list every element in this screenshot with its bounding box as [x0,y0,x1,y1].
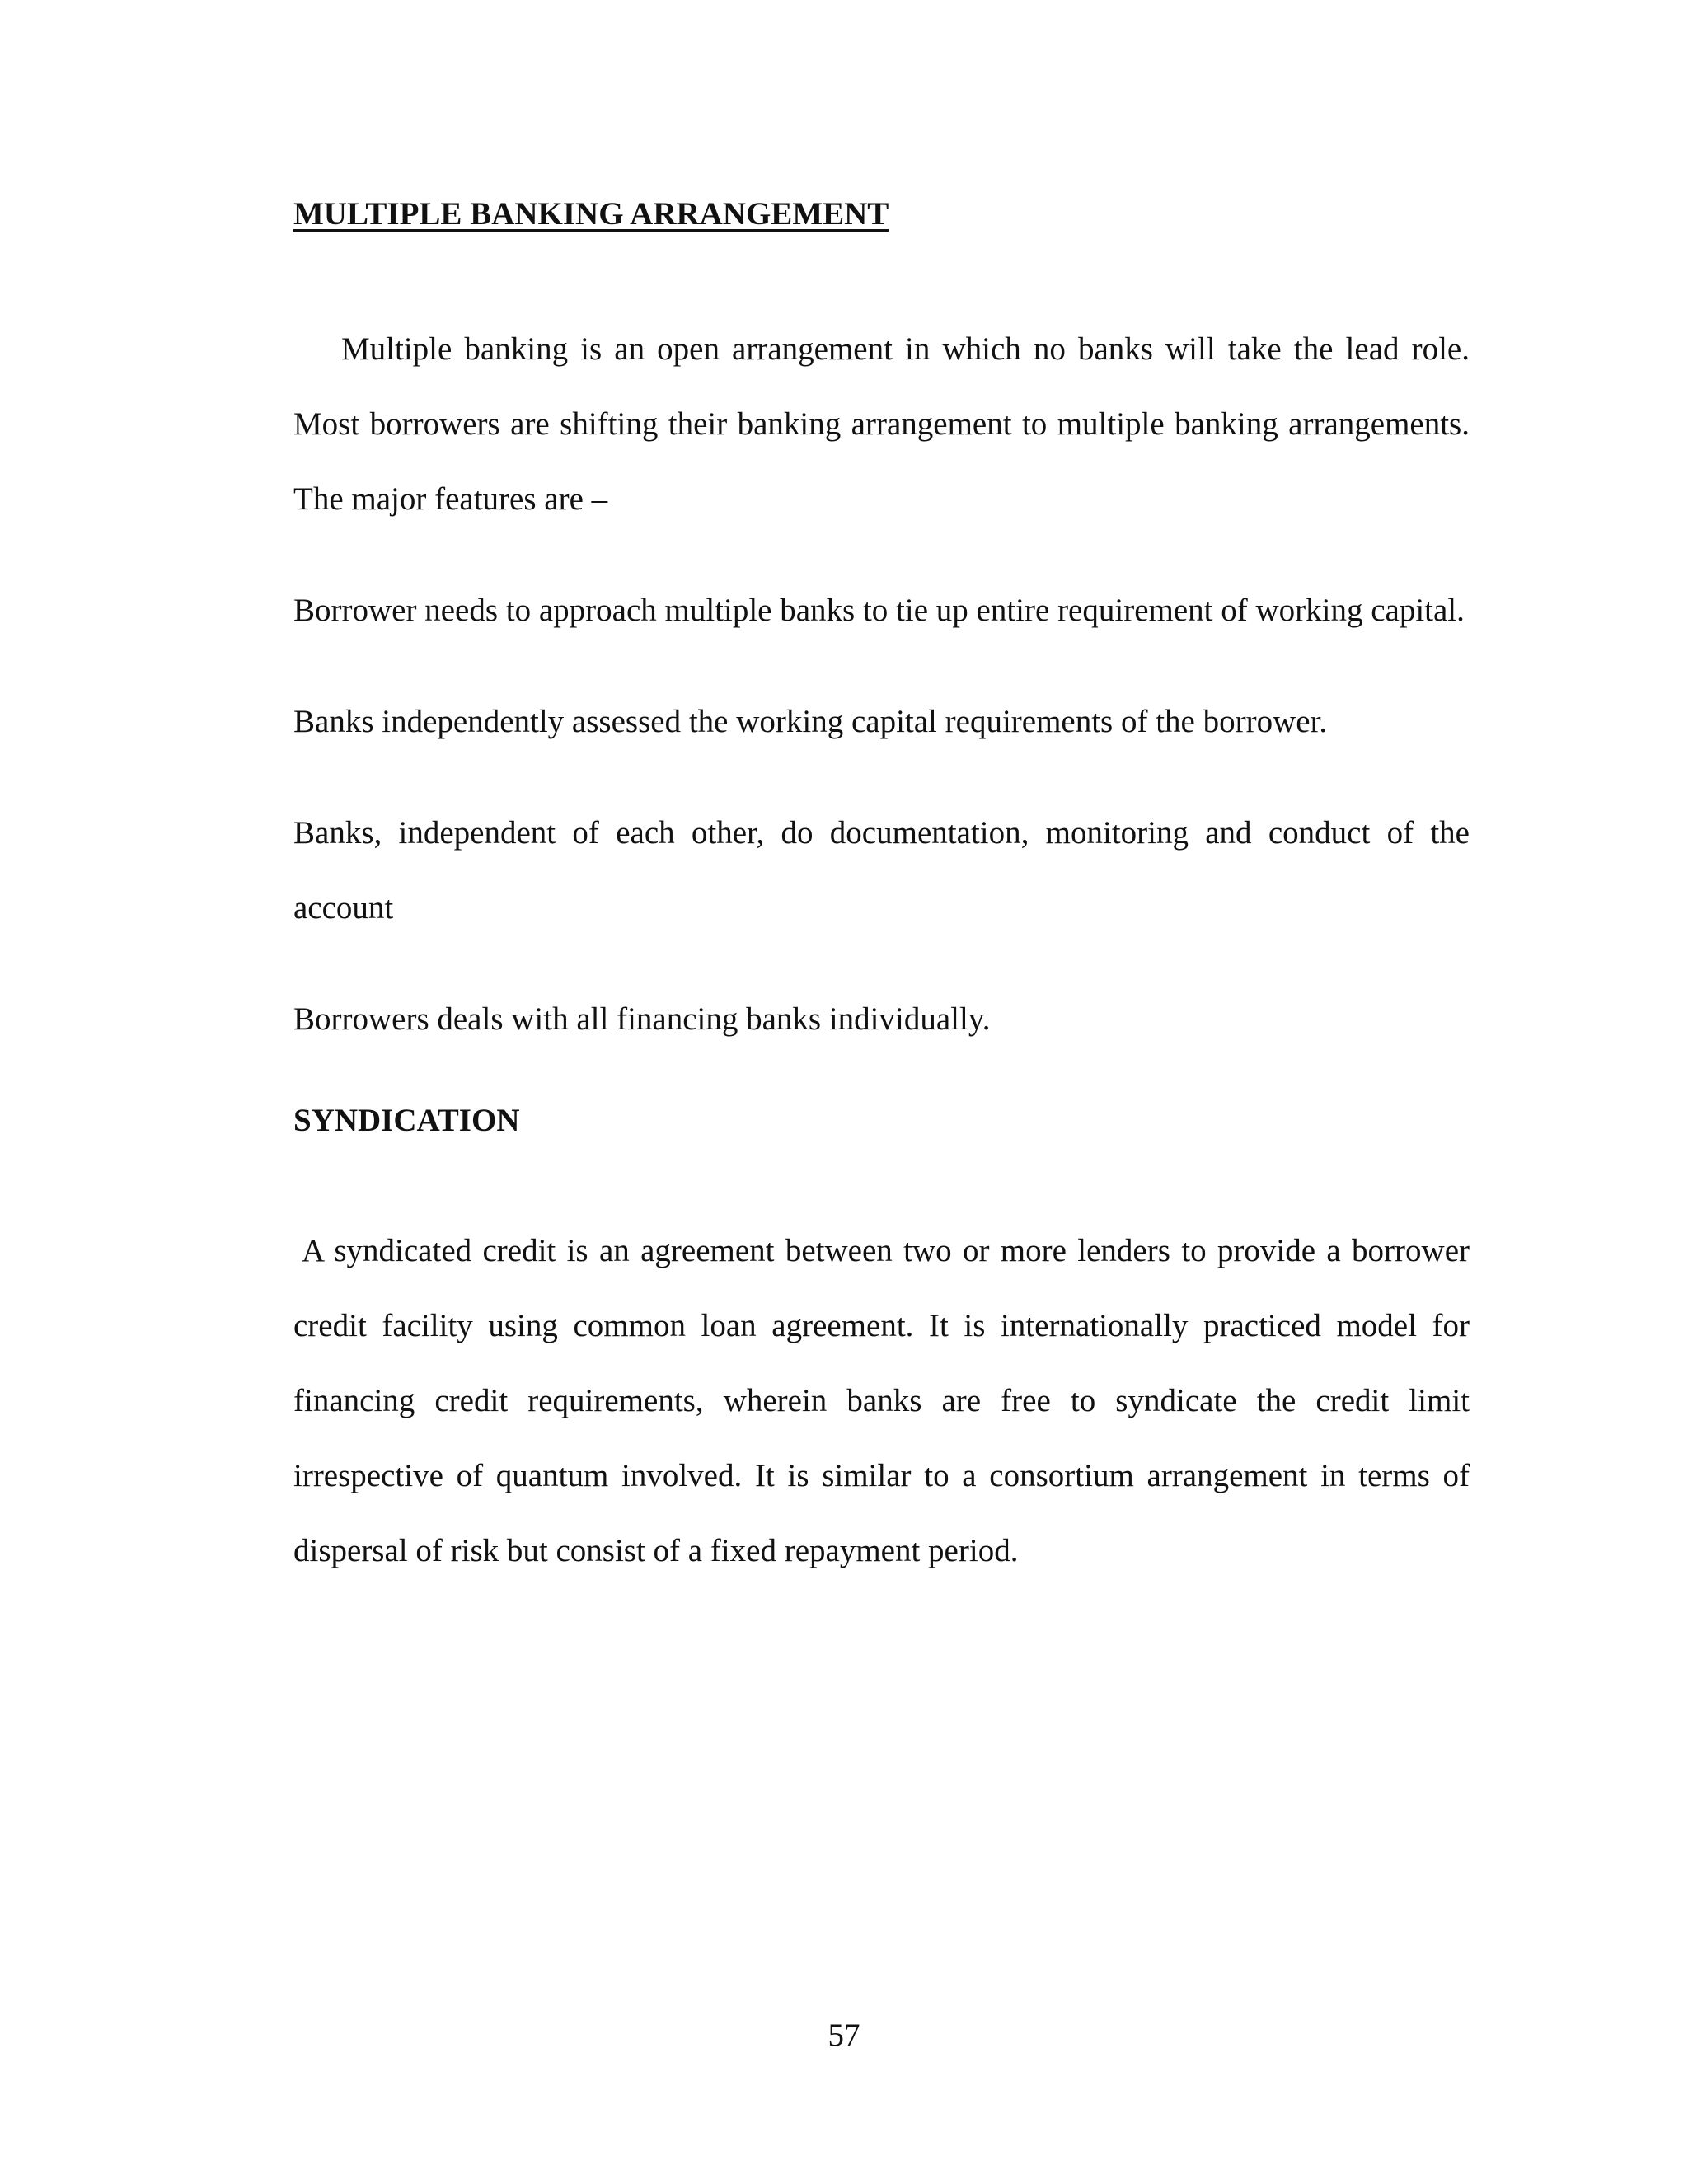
section-heading-syndication: SYNDICATION [293,1103,520,1138]
section-heading-multiple-banking [293,191,1470,237]
page-number: 57 [828,2018,860,2053]
page-content [293,191,1470,1588]
feature-paragraph: Borrowers deals with all financing banks individually. [293,1001,991,1037]
feature-paragraph: Banks independently assessed the working capital requirements of the borrower. [293,704,1328,739]
feature-paragraph: Banks, independent of each other, do documentation, monitoring and conduct of the account [293,815,1470,926]
section-heading-text: MULTIPLE BANKING ARRANGEMENT [293,196,889,232]
syndication-paragraph: A syndicated credit is an agreement between two or more lenders to provide a borrower credit facility using common loan agreement. It is internationally practiced model for financing credit requirements, wherein banks are free to syndicate the credit limit irrespective of quantum involved. It is similar to a consortium arrangement in terms of dispersal of risk but consist of a fixed repayment period. [293,1233,1470,1568]
intro-paragraph: Multiple banking is an open arrangement in which no banks will take the lead role. Most borrowers are shifting their banking arrangement to multiple banking arrangements. The major features are – [293,331,1470,517]
feature-paragraph: Borrower needs to approach multiple banks to tie up entire requirement of working capital. [293,593,1465,628]
